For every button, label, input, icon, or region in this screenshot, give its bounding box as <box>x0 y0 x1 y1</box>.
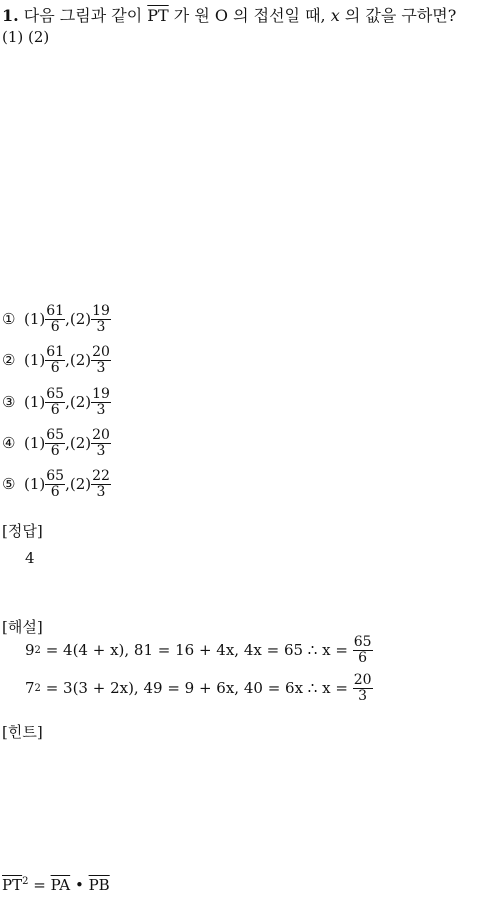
choice-5[interactable] <box>2 467 111 501</box>
choice-part2-label: ,(2) <box>65 310 92 328</box>
question-number: 1. <box>2 6 19 25</box>
explanation-base-1: 9 <box>25 641 35 659</box>
explanation-text-2: = 3(3 + 2x), 49 = 9 + 6x, 40 = 6x ∴ x = <box>40 679 353 697</box>
question-text-after: 의 값을 구하면? <box>344 6 457 25</box>
choice-marker: ④ <box>2 434 16 452</box>
choice-part2-label: ,(2) <box>65 351 92 369</box>
explanation-text-1: = 4(4 + x), 81 = 16 + 4x, 4x = 65 ∴ x = <box>40 641 353 659</box>
choice-part1-label: (1) <box>24 351 46 369</box>
choice-2[interactable] <box>2 343 111 377</box>
choice-marker: ⑤ <box>2 475 16 493</box>
explanation-exp-1: 2 <box>34 644 41 656</box>
explanation-line-1 <box>25 632 373 668</box>
choice-part2-label: ,(2) <box>65 393 92 411</box>
question-parts: (1) (2) <box>2 28 50 46</box>
question-variable: x <box>330 6 340 25</box>
segment-pt: $\overline{PT}$ <box>147 6 169 25</box>
choice-1[interactable] <box>2 302 111 336</box>
choice-part1-label: (1) <box>24 310 46 328</box>
choice-part2-label: ,(2) <box>65 434 92 452</box>
choice-part2-label: ,(2) <box>65 475 92 493</box>
choice-marker: ② <box>2 351 16 369</box>
choice-fraction-1: $\frac{65}{6}$ <box>46 426 65 459</box>
choice-fraction-1: $\frac{65}{6}$ <box>46 467 65 500</box>
explanation-fraction-2: $\frac{20}{3}$ <box>353 671 372 704</box>
answer-label: [정답] <box>2 522 43 540</box>
choice-fraction-1: $\frac{65}{6}$ <box>46 385 65 418</box>
hint-equals: = <box>28 876 51 894</box>
choice-4[interactable] <box>2 426 111 460</box>
hint-label: [힌트] <box>2 723 43 741</box>
hint-dot: • <box>74 876 84 894</box>
explanation-label: [해설] <box>2 618 43 636</box>
explanation-fraction-1: $\frac{65}{6}$ <box>353 633 372 666</box>
choice-fraction-2: $\frac{19}{3}$ <box>92 385 110 418</box>
hint-exponent: 2 <box>22 876 29 887</box>
explanation-exp-2: 2 <box>34 682 41 694</box>
choice-fraction-1: $\frac{61}{6}$ <box>46 343 65 376</box>
question-line <box>2 3 456 26</box>
hint-segment-pb: $\overline{PB}$ <box>88 876 110 894</box>
choice-part1-label: (1) <box>24 434 46 452</box>
question-text-middle: 가 원 O 의 접선일 때, <box>173 6 326 25</box>
hint-segment-pa: $\overline{PA}$ <box>50 876 71 894</box>
choice-fraction-1: $\frac{61}{6}$ <box>46 302 65 335</box>
question-text-before: 다음 그림과 같이 <box>23 6 143 25</box>
choice-part1-label: (1) <box>24 393 46 411</box>
hint-formula <box>2 876 110 894</box>
choice-fraction-2: $\frac{20}{3}$ <box>92 426 110 459</box>
choice-part1-label: (1) <box>24 475 46 493</box>
choice-marker: ③ <box>2 393 16 411</box>
explanation-line-2 <box>25 670 373 706</box>
choice-marker: ① <box>2 310 16 328</box>
explanation-base-2: 7 <box>25 679 35 697</box>
choice-3[interactable] <box>2 385 111 419</box>
choice-fraction-2: $\frac{22}{3}$ <box>92 467 110 500</box>
choice-fraction-2: $\frac{19}{3}$ <box>92 302 110 335</box>
answer-value: 4 <box>25 549 35 567</box>
hint-segment-pt: $\overline{PT}$ <box>2 876 23 894</box>
choice-fraction-2: $\frac{20}{3}$ <box>92 343 110 376</box>
